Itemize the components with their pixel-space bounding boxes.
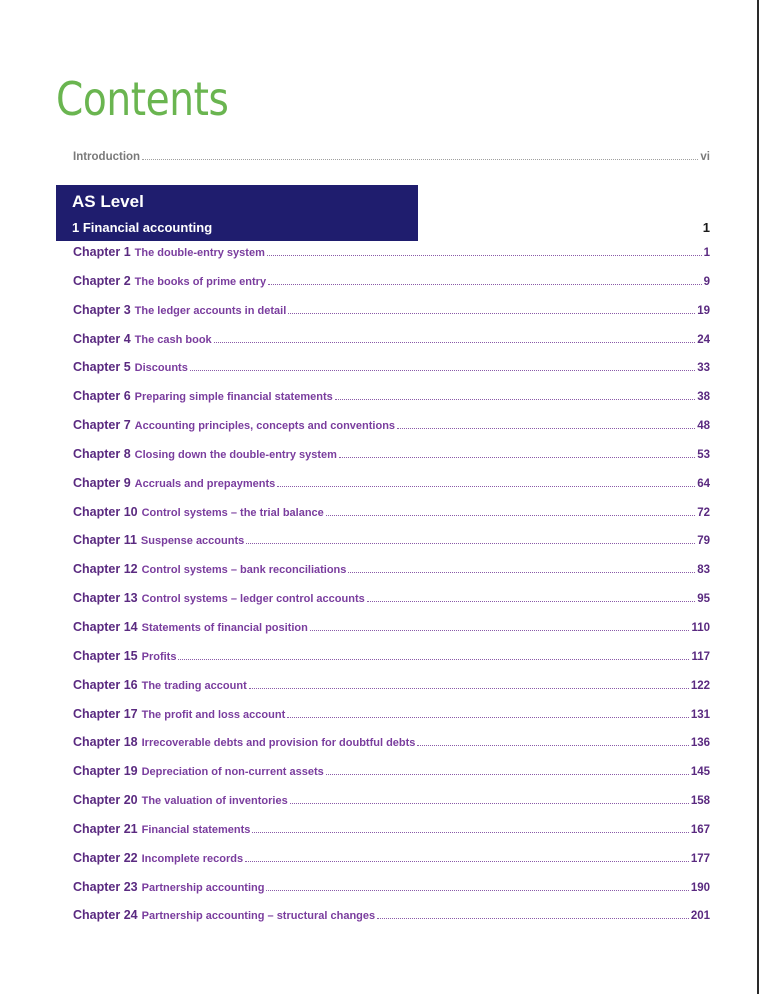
chapter-number: Chapter 7: [73, 418, 131, 433]
dot-leader: [249, 688, 689, 689]
dot-leader: [277, 486, 695, 487]
introduction-page: vi: [700, 151, 710, 163]
chapter-title: The profit and loss account: [141, 708, 286, 721]
toc-entry-chapter-3[interactable]: [73, 303, 710, 332]
toc-entry-chapter-4[interactable]: [73, 332, 710, 361]
dot-leader: [252, 832, 688, 833]
dot-leader: [335, 399, 695, 400]
chapter-page: 48: [697, 420, 710, 433]
toc-entry-chapter-22[interactable]: [73, 851, 710, 880]
chapter-title: Financial statements: [141, 823, 251, 836]
dot-leader: [267, 255, 702, 256]
chapter-title: The double-entry system: [134, 247, 265, 259]
as-level-banner: [56, 185, 418, 241]
toc-entry-chapter-15[interactable]: [73, 649, 710, 678]
chapter-page: 117: [691, 650, 710, 663]
chapter-page: 110: [691, 621, 710, 634]
chapter-page: 131: [690, 708, 710, 721]
chapter-page: 79: [697, 535, 710, 548]
chapter-title: Closing down the double-entry system: [134, 448, 337, 461]
chapter-page: 33: [697, 362, 710, 375]
dot-leader: [266, 890, 688, 891]
chapter-title: Preparing simple financial statements: [134, 391, 333, 404]
chapter-number: Chapter 22: [73, 850, 138, 865]
dot-leader: [417, 745, 688, 746]
chapter-page: 177: [690, 852, 710, 865]
toc-entry-chapter-23[interactable]: [73, 880, 710, 909]
dot-leader: [339, 457, 695, 458]
section-heading[interactable]: 1 Financial accounting: [72, 220, 213, 235]
chapter-number: Chapter 3: [73, 302, 131, 317]
toc-entry-chapter-2[interactable]: [73, 274, 710, 303]
toc-entry-chapter-5[interactable]: [73, 360, 710, 389]
chapter-page: 9: [703, 275, 710, 288]
toc-entry-chapter-8[interactable]: [73, 447, 710, 476]
chapter-title: Control systems – bank reconciliations: [141, 564, 347, 577]
chapter-number: Chapter 1: [73, 245, 131, 259]
dot-leader: [268, 284, 702, 285]
chapter-title: The valuation of inventories: [141, 795, 288, 808]
as-level-heading: AS Level: [72, 192, 144, 211]
chapter-page: 72: [697, 506, 710, 519]
dot-leader: [290, 803, 689, 804]
chapter-number: Chapter 15: [73, 648, 138, 663]
chapter-title: Profits: [141, 650, 177, 663]
dot-leader: [326, 774, 689, 775]
toc-entry-chapter-7[interactable]: [73, 418, 710, 447]
chapter-number: Chapter 16: [73, 677, 138, 692]
chapter-number: Chapter 23: [73, 879, 138, 894]
chapter-number: Chapter 10: [73, 504, 138, 519]
chapter-number: Chapter 4: [73, 331, 131, 346]
dot-leader: [326, 515, 695, 516]
chapter-page: 145: [690, 766, 710, 779]
chapter-number: Chapter 8: [73, 446, 131, 461]
dot-leader: [246, 543, 695, 544]
chapter-page: 53: [697, 448, 710, 461]
chapter-title: Discounts: [134, 362, 188, 375]
chapter-page: 95: [697, 593, 710, 606]
dot-leader: [287, 717, 689, 718]
chapter-page: 167: [690, 823, 710, 836]
chapter-page: 190: [690, 881, 710, 894]
chapter-number: Chapter 24: [73, 908, 138, 923]
chapter-title: Statements of financial position: [141, 621, 308, 634]
chapter-number: Chapter 18: [73, 735, 138, 750]
chapter-title: Accounting principles, concepts and conventions: [134, 420, 396, 433]
dot-leader: [142, 159, 698, 160]
chapter-title: The ledger accounts in detail: [134, 304, 287, 317]
chapter-number: Chapter 13: [73, 591, 138, 606]
introduction-label: Introduction: [73, 151, 141, 163]
chapter-title: Partnership accounting – structural changes: [141, 910, 376, 923]
chapter-page: 136: [690, 737, 710, 750]
chapter-number: Chapter 2: [73, 273, 131, 288]
toc-entry-chapter-6[interactable]: [73, 389, 710, 418]
chapter-number: Chapter 20: [73, 793, 138, 808]
dot-leader: [377, 918, 689, 919]
dot-leader: [310, 630, 690, 631]
toc-entry-chapter-13[interactable]: [73, 591, 710, 620]
dot-leader: [367, 601, 695, 602]
toc-entry-chapter-19[interactable]: [73, 764, 710, 793]
chapter-title: Incomplete records: [141, 852, 244, 865]
chapter-page: 122: [690, 679, 710, 692]
chapter-title: Suspense accounts: [140, 535, 245, 548]
toc-entry-chapter-24[interactable]: [73, 908, 710, 937]
toc-entry-chapter-11[interactable]: [73, 533, 710, 562]
toc-entry-chapter-14[interactable]: [73, 620, 710, 649]
page-title: Contents: [56, 72, 229, 126]
chapter-list: [73, 245, 710, 937]
section-page-number: 1: [702, 220, 710, 235]
chapter-number: Chapter 21: [73, 821, 138, 836]
chapter-page: 201: [690, 910, 710, 923]
chapter-title: The cash book: [134, 333, 212, 346]
chapter-page: 24: [697, 333, 710, 346]
chapter-number: Chapter 6: [73, 389, 131, 404]
chapter-number: Chapter 17: [73, 706, 138, 721]
dot-leader: [178, 659, 689, 660]
toc-entry-chapter-21[interactable]: [73, 822, 710, 851]
chapter-number: Chapter 19: [73, 764, 138, 779]
toc-entry-chapter-16[interactable]: [73, 678, 710, 707]
chapter-page: 83: [697, 564, 710, 577]
chapter-title: Control systems – ledger control accounts: [141, 593, 365, 606]
chapter-number: Chapter 11: [73, 533, 137, 548]
toc-entry-chapter-9[interactable]: [73, 476, 710, 505]
toc-entry-chapter-20[interactable]: [73, 793, 710, 822]
chapter-title: The trading account: [141, 679, 247, 692]
dot-leader: [348, 572, 695, 573]
toc-entry-introduction[interactable]: [73, 151, 710, 167]
chapter-page: 19: [697, 304, 710, 317]
chapter-title: Accruals and prepayments: [134, 477, 276, 490]
toc-entry-chapter-1[interactable]: [73, 245, 710, 274]
page-edge-border: [757, 0, 768, 994]
dot-leader: [397, 428, 695, 429]
chapter-number: Chapter 14: [73, 619, 138, 634]
chapter-title: The books of prime entry: [134, 275, 267, 288]
chapter-number: Chapter 9: [73, 475, 131, 490]
chapter-number: Chapter 5: [73, 360, 131, 375]
chapter-title: Control systems – the trial balance: [141, 506, 324, 519]
chapter-title: Depreciation of non-current assets: [141, 766, 324, 779]
toc-entry-chapter-17[interactable]: [73, 707, 710, 736]
toc-entry-chapter-10[interactable]: [73, 505, 710, 534]
dot-leader: [190, 370, 695, 371]
toc-entry-chapter-18[interactable]: [73, 735, 710, 764]
chapter-page: 38: [697, 391, 710, 404]
dot-leader: [214, 342, 696, 343]
chapter-page: 64: [697, 477, 710, 490]
toc-entry-chapter-12[interactable]: [73, 562, 710, 591]
dot-leader: [245, 861, 689, 862]
chapter-title: Irrecoverable debts and provision for doubtful debts: [141, 737, 416, 750]
chapter-page: 158: [690, 795, 710, 808]
chapter-page: 1: [703, 247, 710, 259]
chapter-title: Partnership accounting: [141, 881, 265, 894]
chapter-number: Chapter 12: [73, 562, 138, 577]
dot-leader: [288, 313, 695, 314]
